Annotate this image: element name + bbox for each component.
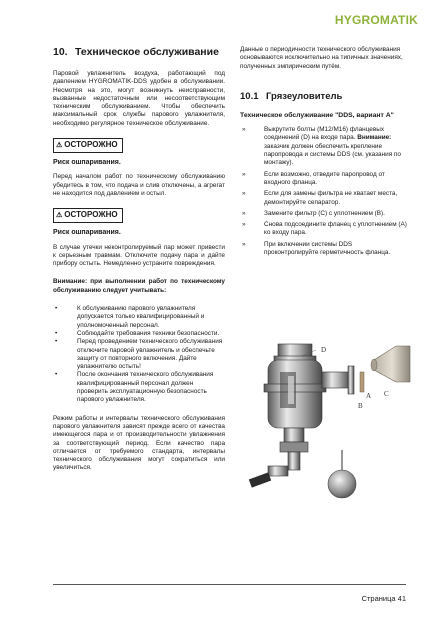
list-item: • Соблюдайте требования техники безопасности. [53,330,225,338]
step-item: » При включении системы DDS проконтролируйте герметичность фланца. [240,241,408,258]
warning-risk-2: Риск ошпаривания. [53,229,121,237]
footer-divider [53,584,406,585]
outlet-pipe [322,366,354,394]
right-column [240,46,408,260]
hygromatik-logo: HYGROMATIK [334,13,418,27]
list-item: • К обслуживанию парового увлажнителя допускается только квалифицированный и уполномоченный персонал. [53,305,225,330]
warning-text-2: В случае утечки неконтролируемый пар может привести к серьезным травмам. Отключите подачу пара и дайте прибору остыть. Немедленно устраните повреждения. [53,243,225,268]
step-item: » Замените фильтр (C) с уплотнением (B). [240,210,408,218]
filter-cone [371,346,410,382]
list-item: • Перед проведением технического обслуживания отключите паровой увлажнитель и обеспечьте защиту от повторного включения. Дайте увлажнителю остыть! [53,338,225,371]
warning-triangle-icon: ⚠ [56,212,63,220]
gasket [360,372,364,392]
warning-risk-1: Риск ошпаривания. [53,159,121,167]
list-item: • После окончания технического обслуживания квалифицированный персонал должен проверить эксплуатационную безопасность парового увлажнителя. [53,371,225,404]
section-number: 10. [53,46,68,58]
subsection-heading [240,91,408,102]
warning-triangle-icon: ⚠ [56,142,63,150]
dirt-trap-illustration [246,338,416,508]
step-item: » Снова подсоедините фланец с уплотнением (A) ко входу пара. [240,221,408,238]
warning-text-1: Перед началом работ по техническому обслуживанию убедитесь в том, что подача и слив отключены, а агрегат не находится под давлением и остыл. [53,173,225,197]
label-a: A [366,392,372,400]
float-ball [328,450,356,498]
label-d: D [321,346,327,354]
subsection-number: 10.1 [240,90,259,102]
closing-paragraph: Режим работы и интервалы технического обслуживания парового увлажнителя зависят прежде всего от качества имеющегося пара и от производительности увлажнения за соответствующий период. Если качество пара отличается от требуемого стандарта, интервалы технического обслуживания могут сократиться или увеличиться. [53,414,225,472]
label-c: C [384,390,389,398]
procedure-steps [240,126,408,257]
left-column [53,46,225,483]
label-b: B [358,402,363,410]
attention-note: Внимание: при выполнении работ по техническому обслуживанию следует учитывать: [53,278,225,294]
maintenance-interval-note: Данные о периодичности технического обслуживания основываются исключительно на типичных значениях, полученных эмпирическим путём. [240,46,403,70]
drain-valve [249,428,308,487]
step-item: » Если для замены фильтра не хватает места, демонтируйте сепаратор. [240,190,408,207]
procedure-subheading: Техническое обслуживание "DDS, вариант A" [240,111,394,119]
page-number: Страница 41 [361,594,406,603]
intro-paragraph: Паровой увлажнитель воздуха, работающий под давлением HYGROMATIK-DDS удобен в обслуживании. Несмотря на это, могут возникнуть неисправности, вызванные недостаточным или несоответствующим техническим обслуживанием. Чтобы обеспечить максимальный срок службы парового увлажнителя, необходимо регулярное техническое обслуживание. [53,70,225,127]
separator-vessel [264,360,326,428]
step-item: » Если возможно, отведите паропровод от входного фланца. [240,171,408,188]
safety-bullet-list [53,305,225,405]
section-heading [53,46,225,58]
section-title: Техническое обслуживание [75,46,219,58]
warning-box-1: ⚠ ОСТОРОЖНО [53,138,123,153]
warning-box-2: ⚠ ОСТОРОЖНО [53,208,123,223]
subsection-title: Грязеуловитель [266,90,343,102]
step-item: » Выкрутите болты (M12/M16) фланцевых соединений (D) на входе пара. Внимание: заказчик должен обеспечить крепление паропровода и системы DDS (см. указания по монтажу). [240,126,408,167]
